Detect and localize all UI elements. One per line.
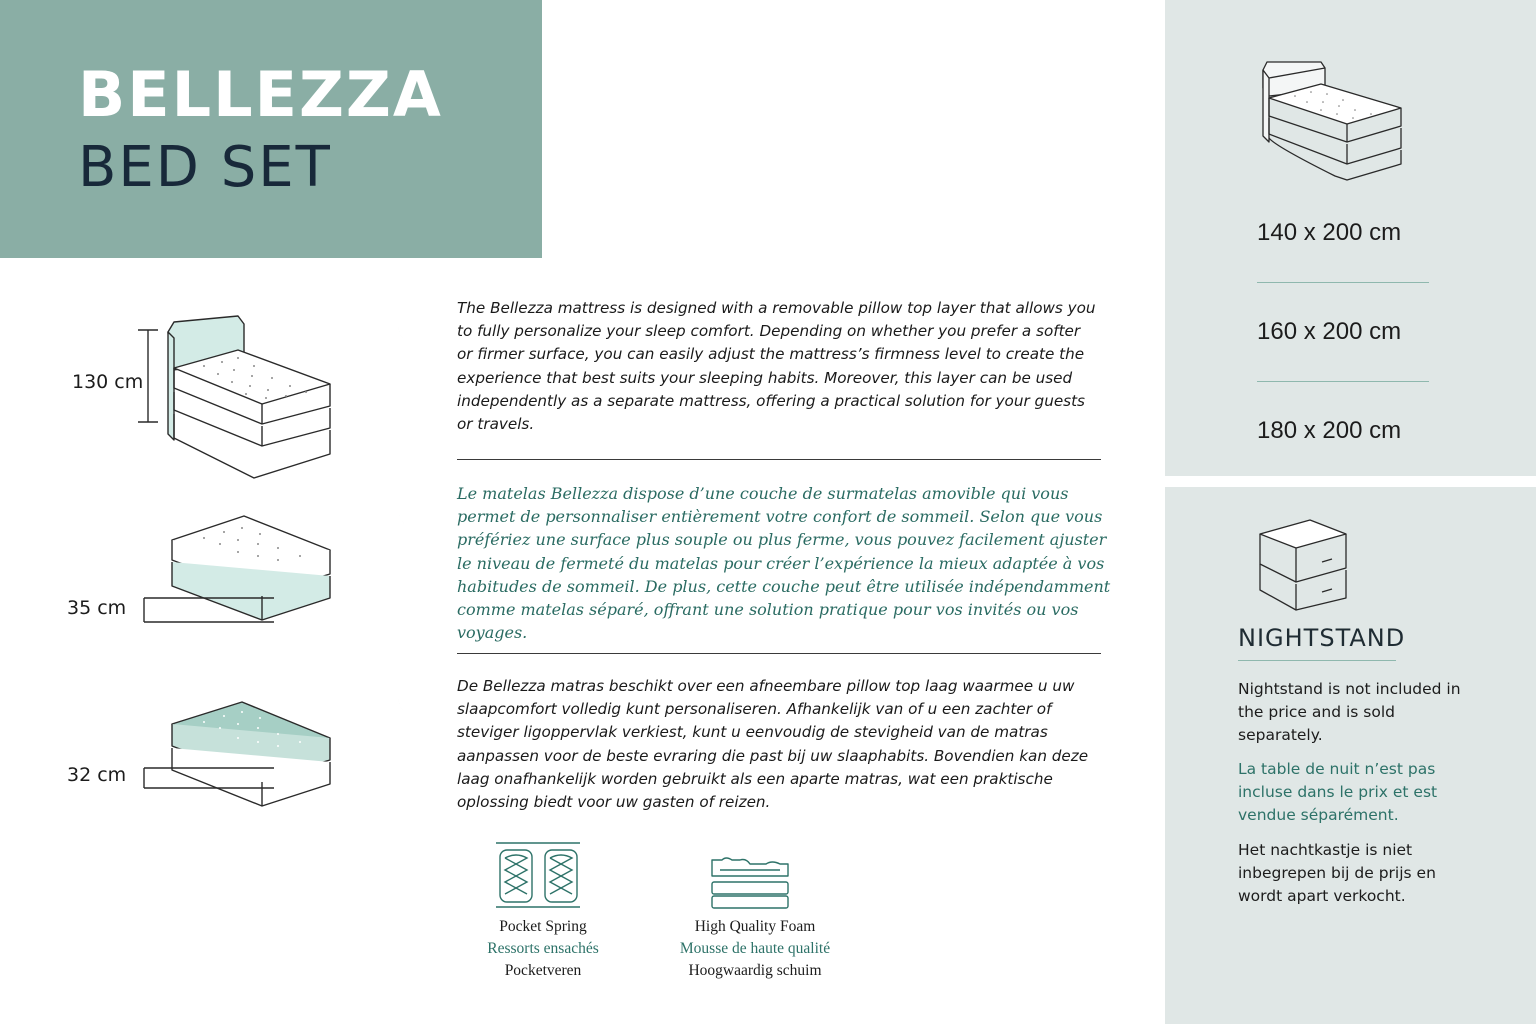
bed-set-icon: [1255, 58, 1405, 183]
size-divider: [1257, 381, 1429, 382]
feature-pocket-spring-nl: Pocketveren: [504, 962, 582, 979]
size-160: 160 x 200 cm: [1257, 318, 1402, 345]
nightstand-title: NIGHTSTAND: [1238, 624, 1406, 652]
feature-foam-fr: Mousse de haute qualité: [679, 940, 831, 957]
nightstand-note-nl: Het nachtkastje is niet inbegrepen bij de prijs en wordt apart verkocht.: [1238, 841, 1436, 905]
nightstand-title-underline: [1238, 660, 1396, 661]
product-subtitle: BED SET: [78, 135, 332, 200]
size-140: 140 x 200 cm: [1257, 219, 1402, 246]
section-divider: [457, 459, 1101, 460]
nightstand-icon: [1256, 518, 1352, 614]
product-title: BELLEZZA: [78, 58, 443, 131]
nightstand-note-fr: La table de nuit n’est pas incluse dans le prix et est vendue séparément.: [1238, 760, 1438, 824]
mattress-height-label: 32 cm: [67, 764, 127, 786]
pocket-spring-icon: [495, 842, 581, 908]
description-fr: Le matelas Bellezza dispose d’une couche de surmatelas amovible qui vous permet de personnaliser entièrement votre confort de sommeil. Selon que vous préfériez une surface plus souple ou plus ferme, vous pouvez facilement ajuster le niveau de fermeté du matelas pour créer l’expérience la mieux adaptée à vos habitudes de sommeil. De plus, cette couche peut être utilisée indépendamment comme matelas séparé, offrant une solution pratique pour vos invités ou vos voyages.: [457, 484, 1111, 643]
moon-icon: [386, 294, 436, 354]
size-divider: [1257, 282, 1429, 283]
title-banner: [0, 0, 542, 258]
moon-icon: [386, 478, 436, 538]
feature-foam-nl: Hoogwaardig schuim: [688, 962, 822, 979]
moon-icon: [386, 666, 436, 726]
nightstand-note-en: Nightstand is not included in the price and is sold separately.: [1238, 680, 1461, 744]
feature-pocket-spring-fr: Ressorts ensachés: [487, 940, 599, 957]
section-divider: [457, 653, 1101, 654]
headboard-height-label: 130 cm: [72, 371, 144, 393]
size-180: 180 x 200 cm: [1257, 417, 1402, 444]
description-en: The Bellezza mattress is designed with a removable pillow top layer that allows you to fully personalize your sleep comfort. Depending on whether you prefer a softer or firmer surface, you can easily adjust the mattress’s firmness level to create the experience that best suits your sleeping habits. Moreover, this layer can be used independently as a separate mattress, offering a practical solution for your guests or travels.: [457, 299, 1096, 434]
topper-height-label: 35 cm: [67, 597, 127, 619]
feature-foam-en: High Quality Foam: [694, 918, 816, 935]
description-nl: De Bellezza matras beschikt over een afneembare pillow top laag waarmee u uw slaapcomfort volledig kunt personaliseren. Afhankelijk van of u een zachter of steviger ligoppervlak verkiest, kunt u eenvoudig de stevigheid van de matras aanpassen voor de beste evraring die past bij uw slaaphabits. Bovendien kan deze laag onafhankelijk worden gebruikt als een aparte matras, wat een praktische oplossing biedt voor uw gasten of reizen.: [457, 677, 1089, 812]
feature-pocket-spring-en: Pocket Spring: [499, 918, 587, 935]
topper-icon: [134, 510, 339, 630]
feature-pocket-spring: [433, 916, 653, 982]
mattress-icon: [134, 698, 339, 818]
feature-foam: [645, 916, 865, 982]
bed-frame-icon: [134, 314, 339, 484]
foam-icon: [710, 856, 792, 910]
